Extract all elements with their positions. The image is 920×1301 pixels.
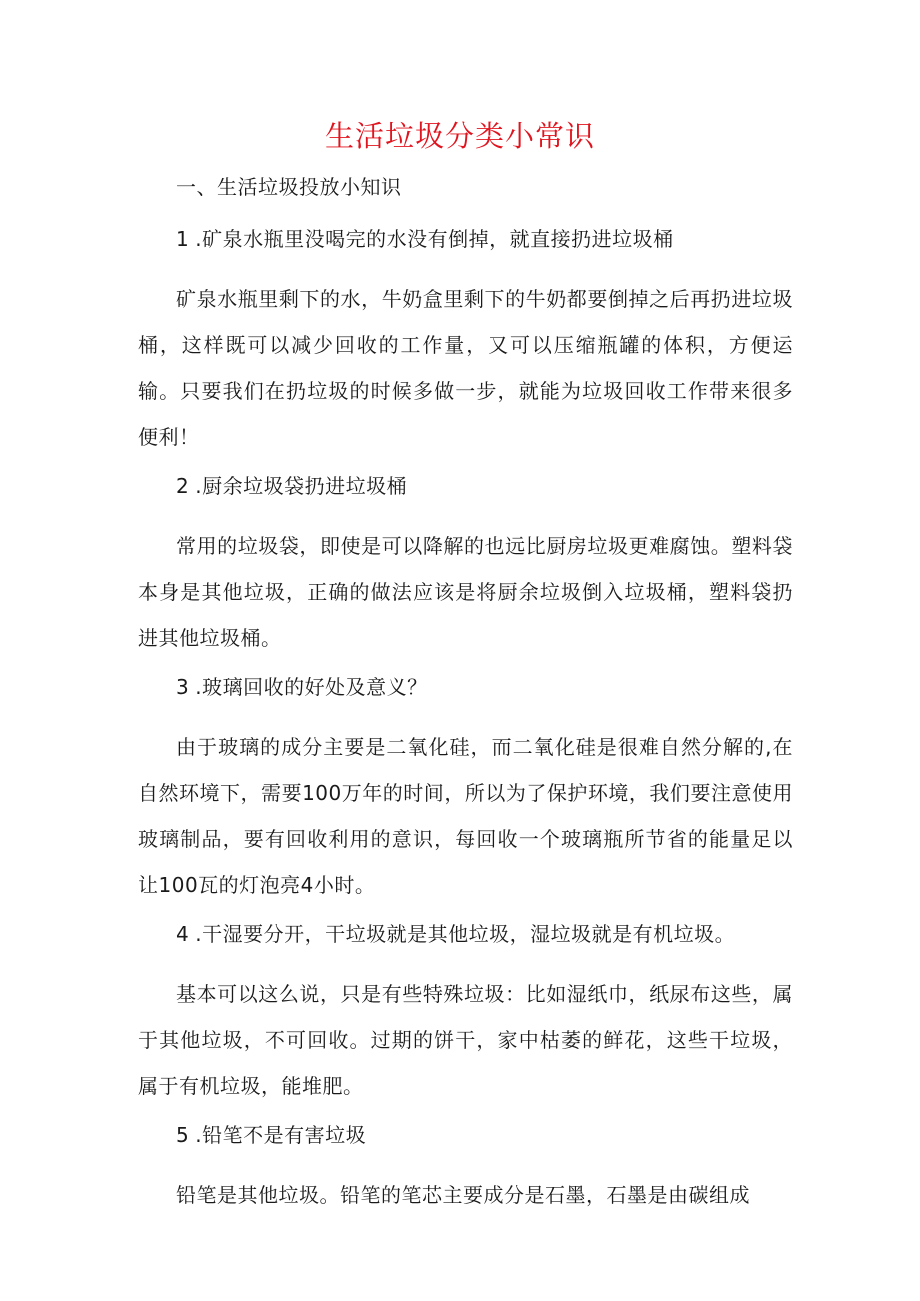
item-body-1: 矿泉水瓶里剩下的水，牛奶盒里剩下的牛奶都要倒掉之后再扔进垃圾桶，这样既可以减少回收的工作量，又可以压缩瓶罐的体积，方便运输。只要我们在扔垃圾的时候多做一步，就能为垃圾回收工作带来很多便利！ <box>138 287 793 449</box>
item-body-3: 由于玻璃的成分主要是二氧化硅，而二氧化硅是很难自然分解的,在自然环境下，需要100万年的时间，所以为了保护环境，我们要注意使用玻璃制品，要有回收利用的意识，每回收一个玻璃瓶所节省的能量足以让100瓦的灯泡亮4小时。 <box>138 735 793 897</box>
item-heading-text: .干湿要分开，干垃圾就是其他垃圾，湿垃圾就是有机垃圾。 <box>195 922 736 946</box>
item-heading-1 <box>138 224 793 254</box>
item-body-2: 常用的垃圾袋，即使是可以降解的也远比厨房垃圾更难腐蚀。塑料袋本身是其他垃圾，正确的做法应该是将厨余垃圾倒入垃圾桶，塑料袋扔进其他垃圾桶。 <box>138 534 793 650</box>
section-heading: 一、生活垃圾投放小知识 <box>176 175 402 199</box>
item-heading-text: .玻璃回收的好处及意义？ <box>195 675 428 699</box>
item-body-4: 基本可以这么说，只是有些特殊垃圾：比如湿纸巾，纸尿布这些，属于其他垃圾，不可回收。过期的饼干，家中枯萎的鲜花，这些干垃圾，属于有机垃圾，能堆肥。 <box>138 982 793 1098</box>
item-number: 4 <box>176 922 190 946</box>
item-heading-3 <box>138 672 793 702</box>
item-heading-4 <box>138 919 793 949</box>
item-number: 2 <box>176 474 190 498</box>
document-body <box>138 172 793 1229</box>
item-body-5: 铅笔是其他垃圾。铅笔的笔芯主要成分是石墨，石墨是由碳组成 <box>176 1183 750 1207</box>
item-heading-text: .厨余垃圾袋扔进垃圾桶 <box>195 474 408 498</box>
item-heading-5 <box>138 1120 793 1150</box>
document-title: 生活垃圾分类小常识 <box>324 119 595 153</box>
item-heading-text: .矿泉水瓶里没喝完的水没有倒掉，就直接扔进垃圾桶 <box>195 227 674 251</box>
item-number: 5 <box>176 1123 190 1147</box>
item-number: 1 <box>176 227 190 251</box>
item-heading-2 <box>138 471 793 501</box>
item-number: 3 <box>176 675 190 699</box>
item-heading-text: .铅笔不是有害垃圾 <box>195 1123 367 1147</box>
